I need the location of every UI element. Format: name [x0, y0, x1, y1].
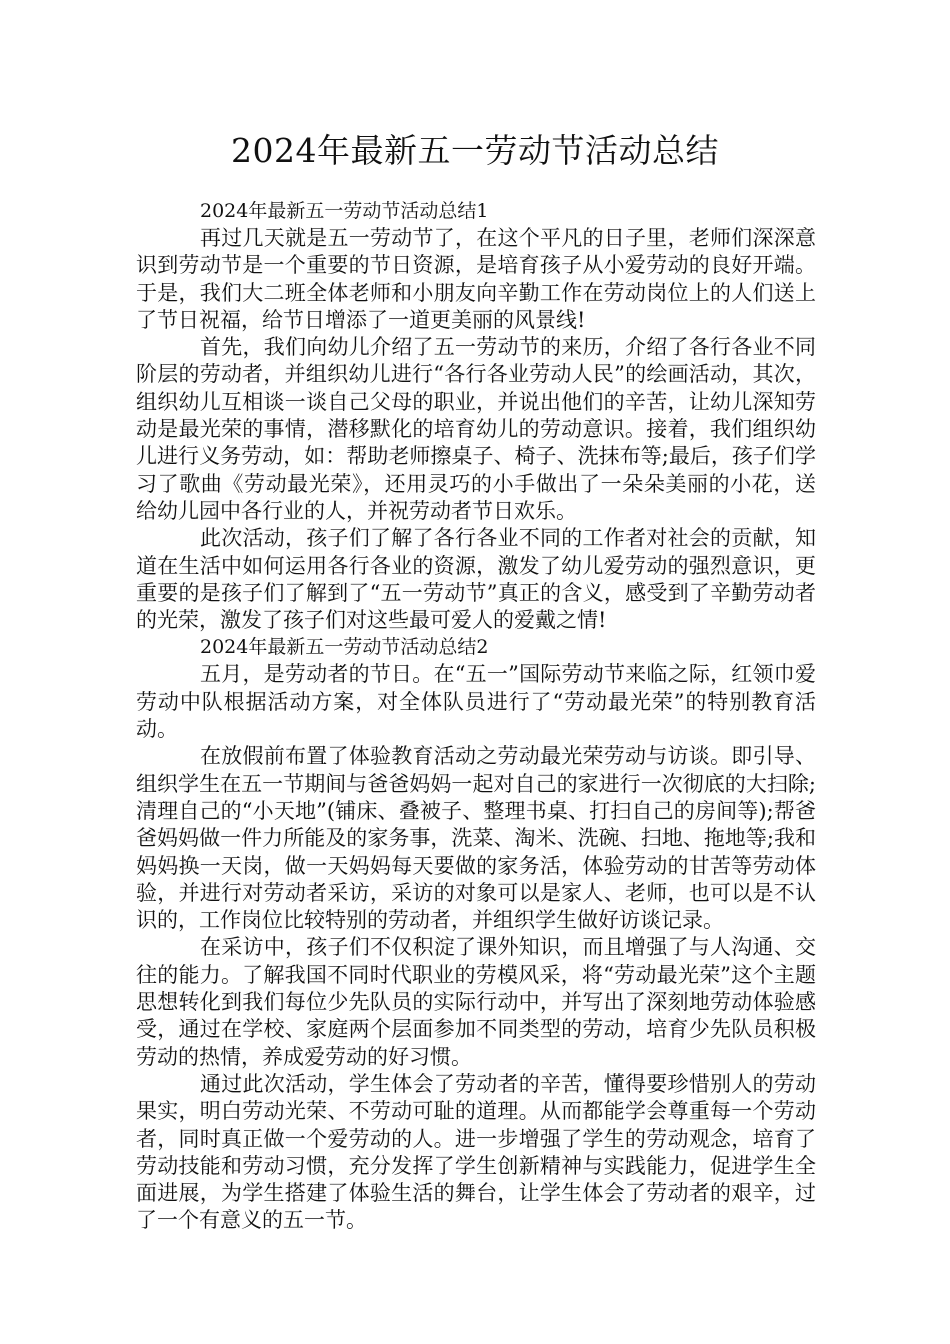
paragraph: 通过此次活动，学生体会了劳动者的辛苦，懂得要珍惜别人的劳动果实，明白劳动光荣、不劳动可耻的道理。从而都能学会尊重每一个劳动者，同时真正做一个爱劳动的人。进一步增强了学生的劳动观念，培育了劳动技能和劳动习惯，充分发挥了学生创新精神与实践能力，促进学生全面进展，为学生搭建了体验生活的舞台，让学生体会了劳动者的艰辛，过了一个有意义的五一节。: [136, 1071, 816, 1233]
paragraph: 在采访中，孩子们不仅积淀了课外知识，而且增强了与人沟通、交往的能力。了解我国不同时代职业的劳模风采，将“劳动最光荣”这个主题思想转化到我们每位少先队员的实际行动中，并写出了深刻地劳动体验感受，通过在学校、家庭两个层面参加不同类型的劳动，培育少先队员积极劳动的热情，养成爱劳动的好习惯。: [136, 935, 816, 1069]
paragraph: 首先，我们向幼儿介绍了五一劳动节的来历，介绍了各行各业不同阶层的劳动者，并组织幼儿进行“各行各业劳动人民”的绘画活动，其次，组织幼儿互相谈一谈自己父母的职业，并说出他们的辛苦，让幼儿深知劳动是最光荣的事情，潜移默化的培育幼儿的劳动意识。接着，我们组织幼儿进行义务劳动，如：帮助老师擦桌子、椅子、洗抹布等;最后，孩子们学习了歌曲《劳动最光荣》，还用灵巧的小手做出了一朵朵美丽的小花，送给幼儿园中各行业的人，并祝劳动者节日欢乐。: [136, 335, 816, 523]
section-2: [136, 634, 816, 1234]
document-body: [136, 198, 816, 1235]
document-title: 2024年最新五一劳动节活动总结: [231, 131, 719, 170]
section-heading: 2024年最新五一劳动节活动总结2: [200, 636, 489, 659]
paragraph: 再过几天就是五一劳动节了，在这个平凡的日子里，老师们深深意识到劳动节是一个重要的节日资源，是培育孩子从小爱劳动的良好开端。于是，我们大二班全体老师和小朋友向辛勤工作在劳动岗位上的人们送上了节日祝福，给节日增添了一道更美丽的风景线!: [136, 226, 816, 332]
section-heading: 2024年最新五一劳动节活动总结1: [200, 200, 489, 222]
paragraph: 在放假前布置了体验教育活动之劳动最光荣劳动与访谈。即引导、组织学生在五一节期间与爸爸妈妈一起对自己的家进行一次彻底的大扫除;清理自己的“小天地”(铺床、叠被子、整理书桌、打扫自己的房间等);帮爸爸妈妈做一件力所能及的家务事，洗菜、淘米、洗碗、扫地、拖地等;我和妈妈换一天岗，做一天妈妈每天要做的家务活，体验劳动的甘苦等劳动体验，并进行对劳动者采访，采访的对象可以是家人、老师，也可以是不认识的，工作岗位比较特别的劳动者，并组织学生做好访谈记录。: [136, 744, 816, 933]
section-1: [136, 198, 816, 634]
paragraph: 五月，是劳动者的节日。在“五一”国际劳动节来临之际，红领巾爱劳动中队根据活动方案，对全体队员进行了“劳动最光荣”的特别教育活动。: [136, 662, 816, 742]
paragraph: 此次活动，孩子们了解了各行各业不同的工作者对社会的贡献，知道在生活中如何运用各行各业的资源，激发了幼儿爱劳动的强烈意识，更重要的是孩子们了解到了“五一劳动节”真正的含义，感受到了辛勤劳动者的光荣，激发了孩子们对这些最可爱人的爱戴之情!: [136, 526, 816, 633]
